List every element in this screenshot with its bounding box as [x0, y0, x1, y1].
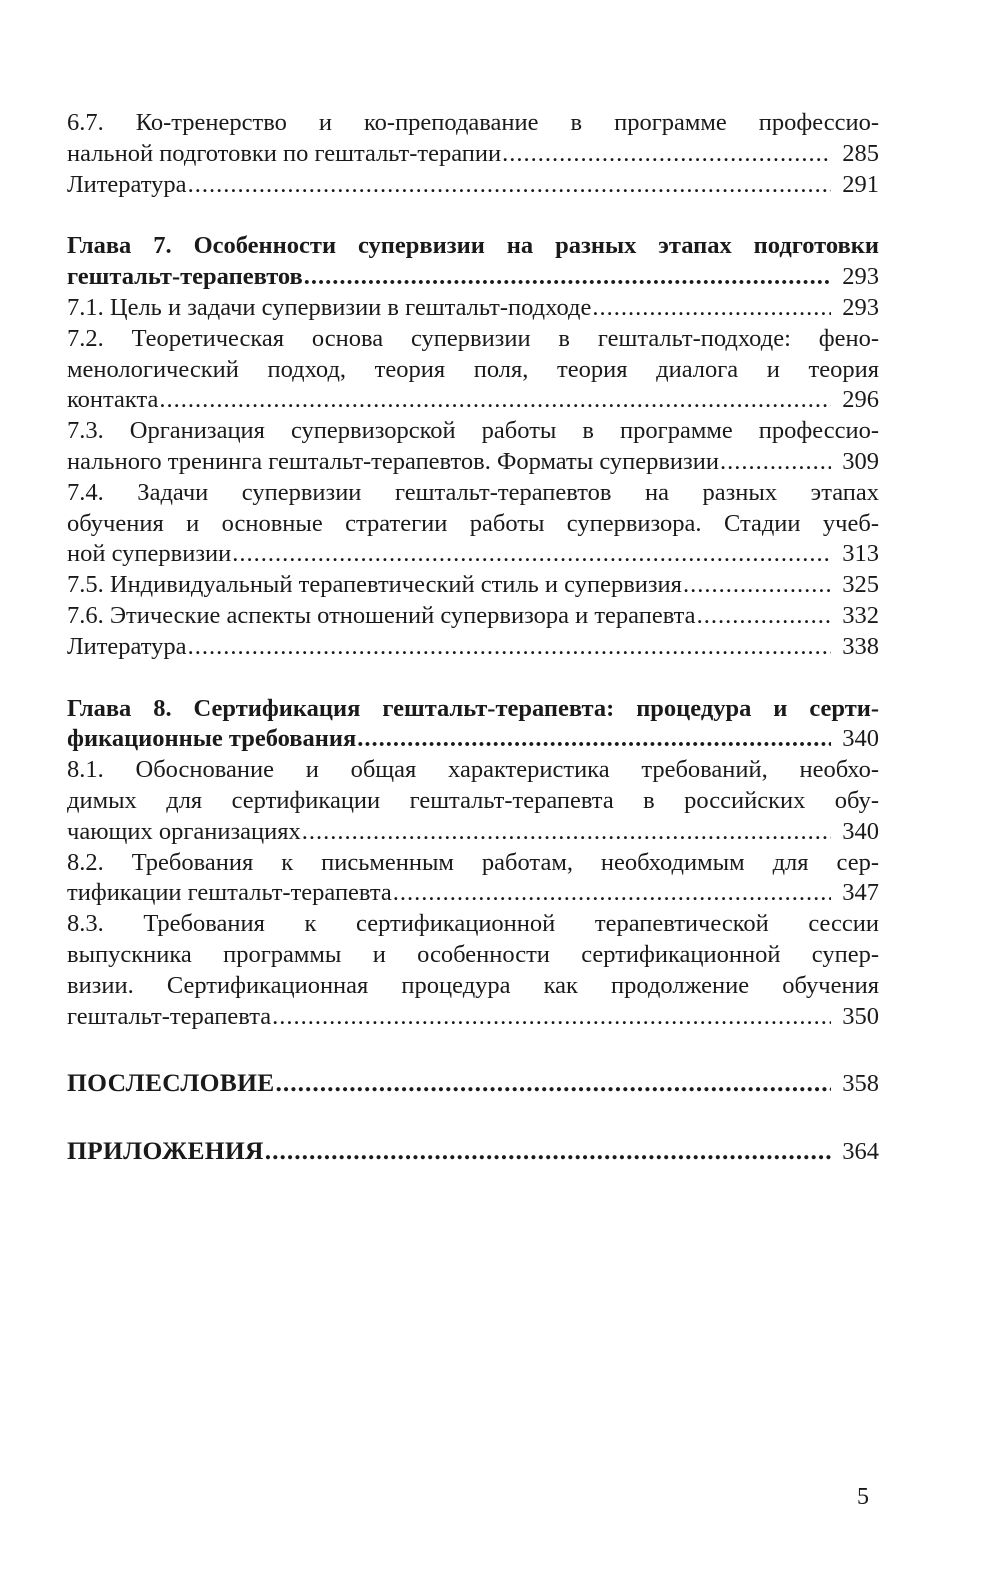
toc-entry-8-2: [67, 848, 879, 910]
page-number: 5: [857, 1484, 869, 1510]
toc-entry-6-7: [67, 108, 879, 170]
toc-entry-text: димых для сертификации гештальт-терапевта в российских обу-: [67, 786, 879, 814]
toc-entry-title: чающих организациях: [67, 817, 301, 845]
toc-chapter-8: [67, 694, 879, 756]
leader-dots: [272, 1002, 831, 1033]
toc-entry-title: Литература: [67, 170, 187, 198]
toc-entry-8-1: [67, 755, 879, 847]
toc-entry-7-1: [67, 293, 879, 324]
leader-dots: [265, 1136, 831, 1167]
toc-page-number: 293: [842, 263, 879, 291]
leader-dots: [302, 817, 831, 848]
toc-entry-title: 7.1. Цель и задачи супервизии в гештальт-подходе: [67, 293, 592, 321]
toc-entry-title: гештальт-терапевта: [67, 1002, 272, 1030]
toc-entry-text: обучения и основные стратегии работы супервизора. Стадии учеб-: [67, 509, 879, 537]
toc-entry-text: менологический подход, теория поля, теория диалога и теория: [67, 355, 879, 383]
toc-appendices: [67, 1136, 879, 1168]
leader-dots: [683, 570, 831, 601]
leader-dots: [697, 601, 831, 632]
leader-dots: [592, 293, 831, 324]
toc-page-number: 293: [842, 293, 879, 321]
leader-dots: [188, 170, 831, 201]
leader-dots: [276, 1068, 831, 1099]
toc-entry-title: контакта: [67, 386, 159, 414]
toc-entry-title: ПРИЛОЖЕНИЯ: [67, 1136, 264, 1166]
toc-entry-7-4: [67, 478, 879, 570]
toc-entry-text: Глава 7. Особенности супервизии на разных этапах подготовки: [67, 232, 879, 260]
toc-entry-text: 8.2. Требования к письменным работам, необходимым для сер-: [67, 848, 879, 876]
toc-entry-title: нального тренинга гештальт-терапевтов. Форматы супервизии: [67, 447, 719, 475]
toc-entry-text: 7.2. Теоретическая основа супервизии в гештальт-подходе: фено-: [67, 324, 879, 352]
toc-entry-text: 7.4. Задачи супервизии гештальт-терапевтов на разных этапах: [67, 478, 879, 506]
toc-page-number: 338: [842, 632, 879, 660]
toc-entry-literature-6: [67, 170, 879, 201]
toc-page-number: 347: [842, 879, 879, 907]
toc-page-number: 291: [842, 170, 879, 198]
leader-dots: [720, 447, 831, 478]
toc-entry-title: ной супервизии: [67, 540, 232, 568]
toc-entry-title: ПОСЛЕСЛОВИЕ: [67, 1068, 275, 1098]
toc-page-number: 340: [842, 725, 879, 753]
toc-entry-text: 8.3. Требования к сертификационной терапевтической сессии: [67, 910, 879, 938]
toc-entry-text: Глава 8. Сертификация гештальт-терапевта: процедура и серти-: [67, 694, 879, 722]
leader-dots: [159, 385, 831, 416]
toc-entry-7-2: [67, 324, 879, 416]
toc-page-number: 350: [842, 1002, 879, 1030]
toc-entry-7-6: [67, 601, 879, 632]
leader-dots: [232, 539, 831, 570]
toc-page-number: 296: [842, 386, 879, 414]
toc-afterword: [67, 1068, 879, 1100]
toc-page-number: 325: [842, 571, 879, 599]
toc-page-number: 358: [842, 1070, 879, 1098]
toc-entry-text: 8.1. Обоснование и общая характеристика требований, необхо-: [67, 756, 879, 784]
toc-entry-title: 7.5. Индивидуальный терапевтический стиль и супервизия: [67, 571, 682, 599]
leader-dots: [188, 632, 831, 663]
leader-dots: [502, 139, 831, 170]
toc-page-number: 340: [842, 817, 879, 845]
toc-entry-7-3: [67, 416, 879, 478]
toc-entry-8-3: [67, 909, 879, 1032]
toc-entry-literature-7: [67, 632, 879, 663]
toc-entry-title: 7.6. Этические аспекты отношений супервизора и терапевта: [67, 601, 696, 629]
toc-entry-text: 6.7. Ко-тренерство и ко-преподавание в программе профессио-: [67, 109, 879, 136]
toc-chapter-7: [67, 231, 879, 293]
toc-page-number: 285: [842, 139, 879, 167]
toc-entry-title: тификации гештальт-терапевта: [67, 879, 392, 907]
toc-entry-7-5: [67, 570, 879, 601]
toc-page-number: 313: [842, 540, 879, 568]
toc-page-number: 309: [842, 447, 879, 475]
table-of-contents: [67, 108, 879, 1168]
leader-dots: [304, 262, 831, 293]
leader-dots: [357, 724, 831, 755]
toc-entry-text: 7.3. Организация супервизорской работы в программе профессио-: [67, 417, 879, 445]
leader-dots: [393, 878, 831, 909]
toc-entry-title: нальной подготовки по гештальт-терапии: [67, 139, 502, 167]
toc-page-number: 364: [842, 1138, 879, 1166]
toc-entry-text: выпускника программы и особенности сертификационной супер-: [67, 940, 879, 968]
toc-entry-text: визии. Сертификационная процедура как продолжение обучения: [67, 971, 879, 999]
toc-entry-title: гештальт-терапевтов: [67, 263, 303, 291]
toc-entry-title: Литература: [67, 632, 187, 660]
toc-page-number: 332: [842, 601, 879, 629]
toc-entry-title: фикационные требования: [67, 725, 357, 753]
